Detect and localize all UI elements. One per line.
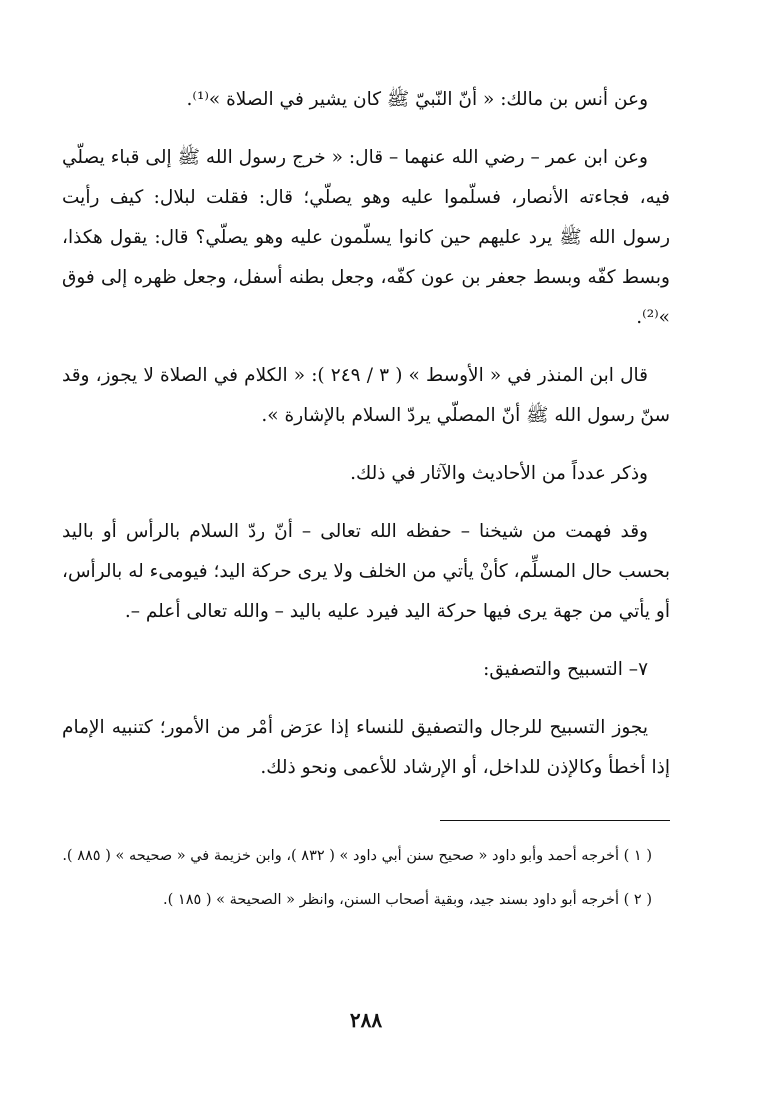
paragraph-tasbih-rule: يجوز التسبيح للرجال والتصفيق للنساء إذا عرَض أمْر من الأمور؛ كتنبيه الإمام إذا أخطأ وكالإذن للداخل، أو الإرشاد للأعمى ونحو ذلك. xyxy=(62,717,670,778)
paragraph-sheikh-understanding: وقد فهمت من شيخنا – حفظه الله تعالى – أنّ ردّ السلام بالرأس أو باليد بحسب حال المسلِّم، كأنْ يأتي من الخلف ولا يرى حركة اليد؛ فيومىء له بالرأس، أو يأتي من جهة يرى فيها حركة اليد فيرد عليه باليد – والله تعالى أعلم –. xyxy=(61,521,670,622)
page-number: ٢٨٨ xyxy=(349,1008,383,1032)
paragraph-ibn-umar-hadith: وعن ابن عمر – رضي الله عنهما – قال: « خرج رسول الله ﷺ إلى قباء يصلّي فيه، فجاءته الأنصار، فسلّموا عليه وهو يصلّي؛ قال: فقلت لبلال: كيف رأيت رسول الله ﷺ يرد عليهم حين كانوا يسلّمون عليه وهو يصلّي؟ قال: يقول هكذا، وبسط كفّه وبسط جعفر بن عون كفّه، وجعل بطنه أسفل، وجعل ظهره إلى فوق »⁽²⁾. xyxy=(62,147,670,328)
paragraph-anas-hadith: وعن أنس بن مالك: « أنّ النّبيّ ﷺ كان يشير في الصلاة »⁽¹⁾. xyxy=(186,89,648,110)
footnote-1: ( ١ ) أخرجه أحمد وأبو داود « صحيح سنن أبي داود » ( ٨٣٢ )، وابن خزيمة في « صحيحه » ( ٨٨٥ ). xyxy=(62,848,652,864)
paragraph-ibn-almundhir-quote: قال ابن المنذر في « الأوسط » ( ٣ / ٢٤٩ ): « الكلام في الصلاة لا يجوز، وقد سنّ رسول الله ﷺ أنّ المصلّي يردّ السلام بالإشارة ». xyxy=(62,365,670,426)
footnote-separator xyxy=(440,820,670,821)
paragraph-mentioned-hadiths: وذكر عدداً من الأحاديث والآثار في ذلك. xyxy=(350,463,648,484)
footnotes xyxy=(62,840,670,928)
footnote-2: ( ٢ ) أخرجه أبو داود بسند جيد، وبقية أصحاب السنن، وانظر « الصحيحة » ( ١٨٥ ). xyxy=(163,892,652,908)
section-heading-tasbih: ٧– التسبيح والتصفيق: xyxy=(483,659,648,680)
book-page xyxy=(62,80,670,1080)
